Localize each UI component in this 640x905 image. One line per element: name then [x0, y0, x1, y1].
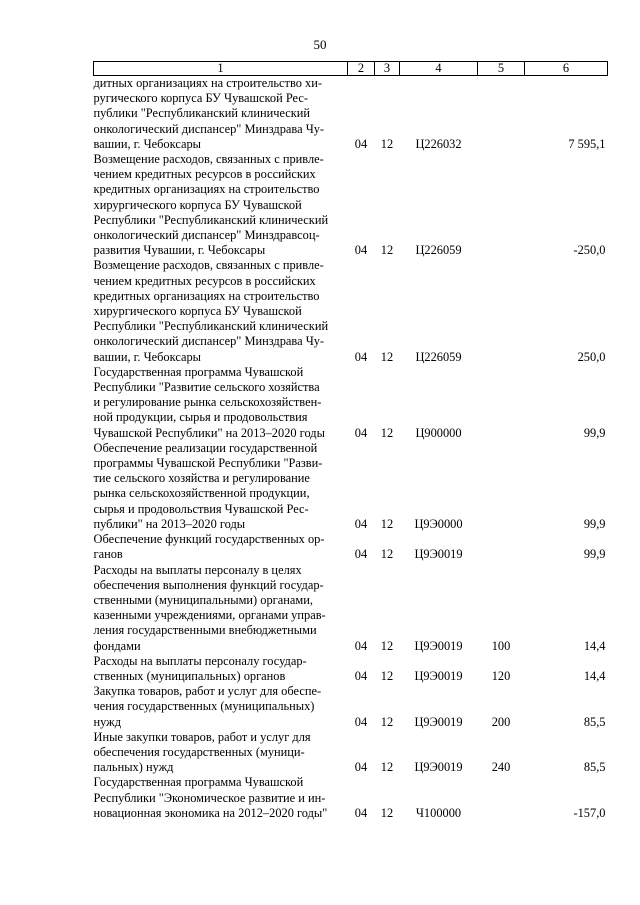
- column-header-3: 3: [375, 62, 400, 76]
- budget-table: [93, 61, 608, 821]
- table-row: [94, 730, 608, 776]
- row-section-code: 04: [354, 516, 368, 531]
- row-section-code: 04: [354, 805, 368, 820]
- row-amount: 14,4: [583, 638, 606, 653]
- table-row: [94, 654, 608, 684]
- row-section-code: 04: [354, 547, 368, 562]
- row-expense-type: [478, 76, 525, 153]
- row-subsection-code: 12: [380, 805, 394, 820]
- row-expense-type: [478, 532, 525, 562]
- row-name: Возмещение расходов, связанных с привле- чением кредитных ресурсов в российских кредитных организациях на строительство хирургического корпуса БУ Чувашской Республики "Республиканский клинический онкологический диспансер" Минздравсоц- развития Чувашии, г. Чебоксары: [93, 152, 329, 258]
- row-name: Расходы на выплаты персоналу государ- ственных (муниципальных) органов: [93, 653, 307, 683]
- row-target-article: Ц9Э0019: [414, 668, 463, 683]
- row-name: Иные закупки товаров, работ и услуг для обеспечения государственных (муници- пальных) нужд: [93, 729, 311, 775]
- row-section-code: 04: [354, 243, 368, 258]
- row-section-code: 04: [354, 760, 368, 775]
- row-expense-type: 200: [491, 714, 511, 729]
- row-subsection-code: 12: [380, 516, 394, 531]
- row-subsection-code: 12: [380, 547, 394, 562]
- row-target-article: Ц226032: [415, 136, 462, 151]
- column-header-5: 5: [478, 62, 525, 76]
- table-header-row: [94, 62, 608, 76]
- row-name: Государственная программа Чувашской Республики "Развитие сельского хозяйства и регулирование рынка сельскохозяйствен- ной продукции, сырья и продовольствия Чувашской Республики" на 2013–2020 годы: [93, 364, 325, 440]
- row-subsection-code: 12: [380, 243, 394, 258]
- row-section-code: 04: [354, 425, 368, 440]
- row-expense-type: [478, 365, 525, 441]
- row-target-article: Ц9Э0019: [414, 638, 463, 653]
- row-name: Закупка товаров, работ и услуг для обеспе- чения государственных (муниципальных) нужд: [93, 684, 322, 729]
- table-row: [94, 684, 608, 730]
- row-target-article: Ц226059: [415, 349, 462, 364]
- row-expense-type: 100: [491, 638, 511, 653]
- page-number: 50: [313, 37, 327, 52]
- row-amount: 250,0: [577, 349, 606, 364]
- row-amount: 99,9: [583, 547, 606, 562]
- row-amount: 14,4: [583, 668, 606, 683]
- row-expense-type: 240: [491, 760, 511, 775]
- row-expense-type: [478, 441, 525, 532]
- row-target-article: Ц9Э0019: [414, 714, 463, 729]
- column-header-4: 4: [400, 62, 478, 76]
- row-name: Обеспечение реализации государственной программы Чувашской Республики "Разви- тие сельского хозяйства и регулирование рынка сельскохозяйственной продукции, сырья и продовольствия Чувашской Рес- публики" на 2013–2020 годы: [93, 440, 323, 531]
- row-section-code: 04: [354, 668, 368, 683]
- row-expense-type: [478, 152, 525, 258]
- row-expense-type: [478, 775, 525, 821]
- row-target-article: Ц9Э0019: [414, 760, 463, 775]
- row-subsection-code: 12: [380, 136, 394, 151]
- row-subsection-code: 12: [380, 349, 394, 364]
- row-name: Обеспечение функций государственных ор- ганов: [93, 532, 325, 562]
- table-row: [94, 152, 608, 258]
- table-row: [94, 563, 608, 654]
- row-name: Возмещение расходов, связанных с привле- чением кредитных ресурсов в российских кредитных организациях на строительство хирургического корпуса БУ Чувашской Республики "Республиканский клинический онкологический диспансер" Минздрава Чу- вашии, г. Чебоксары: [93, 258, 329, 364]
- row-target-article: Ц9Э0000: [414, 516, 463, 531]
- row-subsection-code: 12: [380, 668, 394, 683]
- row-amount: 7 595,1: [568, 136, 606, 151]
- row-target-article: Ч100000: [415, 805, 462, 820]
- row-subsection-code: 12: [380, 425, 394, 440]
- row-section-code: 04: [354, 349, 368, 364]
- row-amount: 99,9: [583, 516, 606, 531]
- row-section-code: 04: [354, 136, 368, 151]
- column-header-6: 6: [525, 62, 608, 76]
- row-amount: -157,0: [573, 805, 606, 820]
- row-amount: 85,5: [583, 714, 606, 729]
- row-name: Государственная программа Чувашской Республики "Экономическое развитие и ин- новационная экономика на 2012–2020 годы": [93, 775, 328, 820]
- table-row: [94, 775, 608, 821]
- column-header-2: 2: [348, 62, 375, 76]
- row-section-code: 04: [354, 714, 368, 729]
- row-amount: 85,5: [583, 760, 606, 775]
- table-row: [94, 532, 608, 562]
- row-amount: 99,9: [583, 425, 606, 440]
- row-target-article: Ц226059: [415, 243, 462, 258]
- row-subsection-code: 12: [380, 714, 394, 729]
- table-row: [94, 76, 608, 153]
- row-section-code: 04: [354, 638, 368, 653]
- row-subsection-code: 12: [380, 638, 394, 653]
- row-amount: -250,0: [573, 243, 606, 258]
- row-name: Расходы на выплаты персоналу в целях обеспечения выполнения функций государ- ственными (муниципальными) органами, казенными учреждениями, органами управ- ления государственными внебюджетными фондами: [93, 562, 326, 653]
- table-row: [94, 365, 608, 441]
- row-target-article: Ц900000: [415, 425, 462, 440]
- row-name: дитных организациях на строительство хи- ругического корпуса БУ Чувашской Рес- публики "Республиканский клинический онкологический диспансер" Минздрава Чу- вашии, г. Чебоксары: [93, 76, 325, 151]
- row-expense-type: 120: [491, 668, 511, 683]
- row-expense-type: [478, 258, 525, 364]
- row-target-article: Ц9Э0019: [414, 547, 463, 562]
- column-header-1: 1: [94, 62, 348, 76]
- table-row: [94, 441, 608, 532]
- row-subsection-code: 12: [380, 760, 394, 775]
- table-row: [94, 258, 608, 364]
